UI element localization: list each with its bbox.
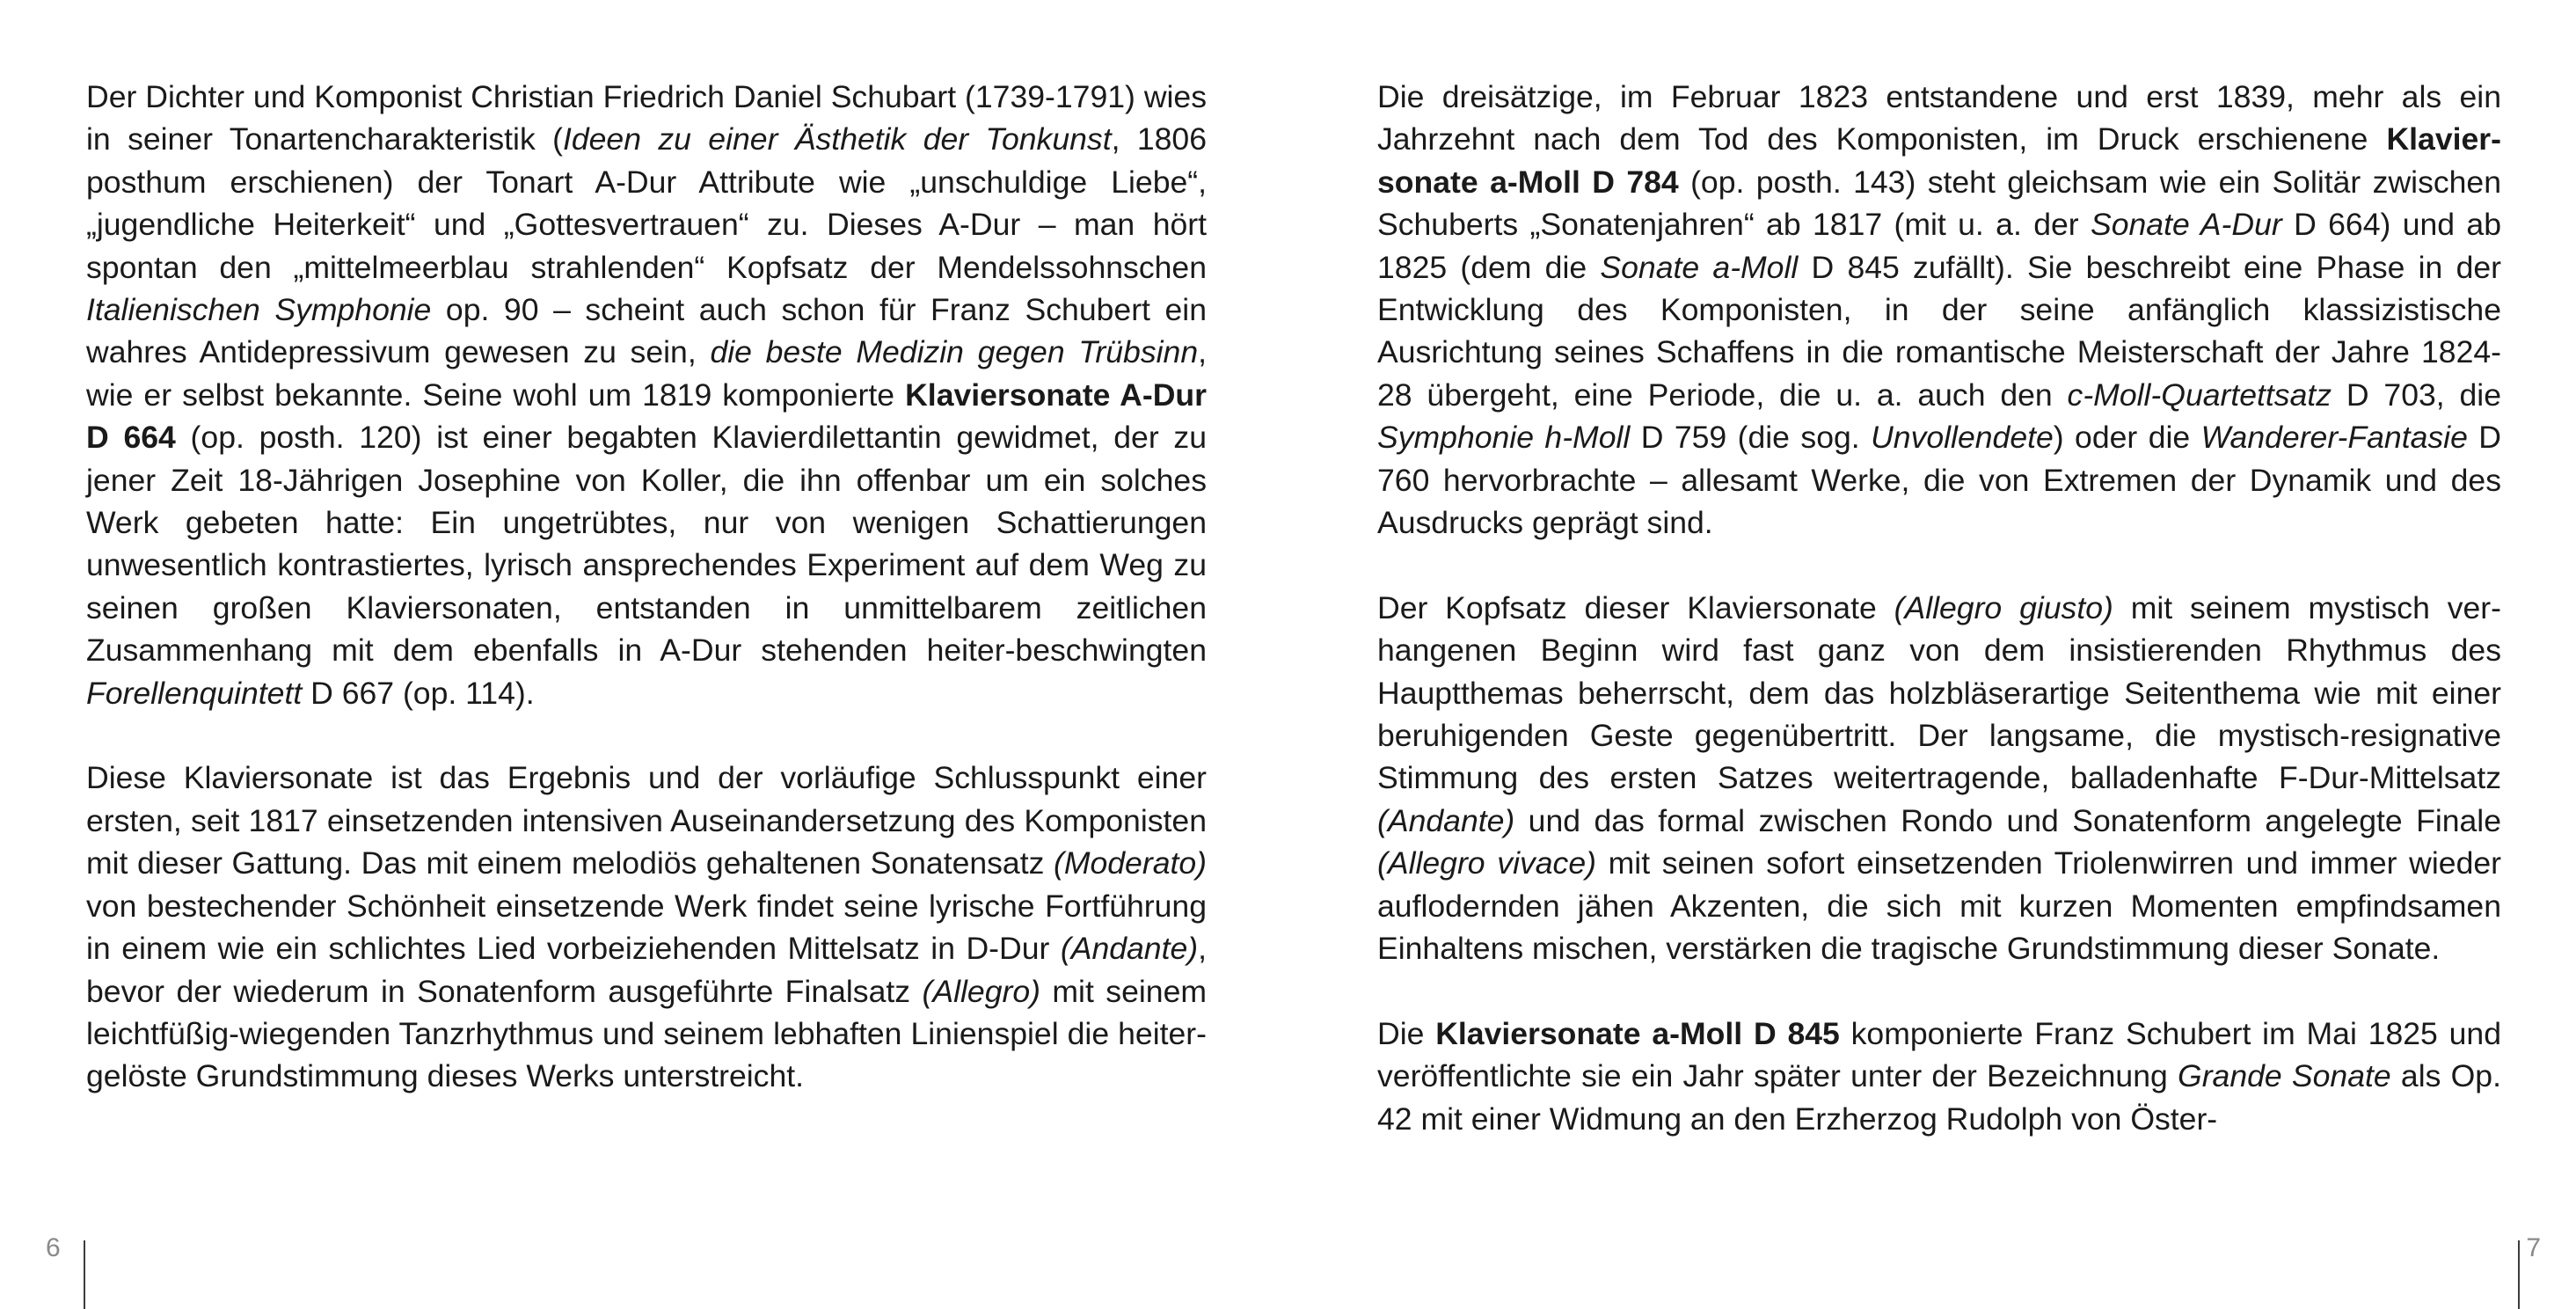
text-run: komponierte Franz Schubert im Mai 1825 und veröffentlichte sie ein Jahr später unter der Bezeichnung [1377,1015,2501,1094]
text-run: ) oder die [2053,420,2201,456]
text-run: Diese Klaviersonate ist das Ergebnis und der vorläufige Schlusspunkt einer ersten, seit 1817 einsetzenden intensiven Auseinandersetzung des Komponisten mit dieser Gattung. Das mit einem melodiös gehaltenen Sonatensatz [86,760,1207,881]
text-run: Die [1377,1015,1436,1051]
text-run: als Op. 42 mit einer Widmung an den Erzherzog Rudolph von Öster- [1377,1058,2501,1137]
paragraph [1377,1013,2501,1140]
text-run: Der Kopfsatz dieser Klaviersonate [1377,589,1894,625]
text-run: , wie er selbst bekannte. Seine wohl um 1819 komponierte [86,334,1207,413]
italic-run: (Andante) [1060,931,1199,967]
bold-run: Klaviersonate A-Dur D 664 [86,377,1207,456]
text-run: mit seinem leichtfüßig-wiegenden Tanzrhythmus und seinem lebhaften Linienspiel die heiter-gelöste Grundstimmung dieses Werks unterstreicht. [86,973,1207,1094]
italic-run: Sonate a-Moll [1600,249,1799,285]
text-run: , 1806 posthum erschienen) der Tonart A-Dur Attribute wie „unschuldige Liebe“, „jugendliche Heiterkeit“ und „Gottesvertrauen“ zu. Dieses A-Dur – man hört spontan den „mittelmeerblau strahlenden“ Kopfsatz der Mendelssohnschen [86,121,1207,285]
italic-run: (Allegro vivace) [1377,845,1596,881]
paragraph [86,76,1207,714]
text-run: , bevor der wiederum in Sonatenform ausgeführte Finalsatz [86,931,1207,1009]
text-run: Der Dichter und Komponist Christian Friedrich Daniel Schubart (1739-1791) wies in seiner Tonartencharakteristik ( [86,79,1207,157]
text-run: op. 90 – scheint auch schon für Franz Schubert ein wahres Antidepressivum gewesen zu sein, [86,292,1207,370]
italic-run: (Moderato) [1054,845,1207,881]
italic-run: die beste Medizin gegen Trübsinn [710,334,1199,370]
text-run: D 759 (die sog. [1630,420,1872,456]
right-page [1288,0,2576,1309]
italic-run: Grande Sonate [2178,1058,2391,1094]
italic-run: (Allegro giusto) [1894,589,2113,625]
text-run: D 760 hervorbrachte – allesamt Werke, die von Extremen der Dynamik und des Ausdrucks geprägt sind. [1377,420,2501,541]
text-run: D 845 zufällt). Sie beschreibt eine Phase in der Entwicklung des Komponisten, in der seine anfänglich klassizistische Ausrichtung seines Schaffens in die romantische Meisterschaft der Jahre 1824-28 übergeht, eine Periode, die u. a. auch den [1377,249,2501,413]
paragraph [1377,76,2501,544]
text-run: von bestechender Schönheit einsetzende Werk findet seine lyrische Fortführung in einem wie ein schlichtes Lied vorbeiziehenden Mittelsatz in D-Dur [86,888,1207,967]
italic-run: Symphonie h-Moll [1377,420,1631,456]
text-run: D 667 (op. 114). [302,675,535,711]
italic-run: (Allegro) [922,973,1040,1009]
italic-run: Sonate A-Dur [2091,207,2282,243]
text-run: (op. posth. 120) ist einer begabten Klavierdilettantin gewidmet, der zu jener Zeit 18-Jährigen Josephine von Koller, die ihn offenbar um ein solches Werk gebeten hatte: Ein ungetrübtes, nur von wenigen Schattierungen unwesentlich kontrastiertes, lyrisch ansprechendes Experiment auf dem Weg zu seinen großen Klaviersonaten, entstanden in unmittelbarem zeitlichen Zusammenhang mit dem ebenfalls in A-Dur stehenden heiter-beschwingten [86,420,1207,669]
italic-run: Ideen zu einer Ästhetik der Tonkunst [562,121,1112,157]
italic-run: c-Moll-Quartettsatz [2067,377,2332,413]
paragraph [86,757,1207,1097]
margin-rule [2518,1240,2520,1309]
text-run: D 703, die [2332,377,2501,413]
text-run: mit seinem mystisch verhangenen Beginn wird fast ganz von dem insistierenden Rhythmus des Hauptthemas beherrscht, dem das holzbläserartige Seitenthema wie mit einer beruhigenden Geste gegenübertritt. Der langsame, die mystisch-resignative Stimmung des ersten Satzes weitertragende, balladenhafte F-Dur-Mittelsatz [1377,589,2502,796]
page-number: 7 [2526,1233,2541,1262]
bold-run: Klaviersonate a-Moll D 784 [1377,121,2501,200]
right-text-column [1377,76,2501,1140]
text-run: D 664) und ab 1825 (dem die [1377,207,2502,285]
bold-run: Klaviersonate a-Moll D 845 [1435,1015,1840,1051]
text-run: (op. posth. 143) steht gleichsam wie ein Solitär zwischen Schuberts „Sonatenjahren“ ab 1817 (mit u. a. der [1377,164,2502,243]
text-run: mit seinen sofort einsetzenden Triolenwirren und immer wieder auflodernden jähen Akzenten, die sich mit kurzen Momenten empfindsamen Einhaltens mischen, verstärken die tragische Grundstimmung dieser Sonate. [1377,845,2501,967]
italic-run: Forellenquintett [86,675,303,711]
italic-run: (Andante) [1377,802,1515,838]
text-run: Die dreisätzige, im Februar 1823 entstandene und erst 1839, mehr als ein Jahrzehnt nach dem Tod des Komponisten, im Druck erschienene [1377,79,2501,157]
italic-run: Wanderer-Fantasie [2200,420,2468,456]
page-number: 6 [46,1233,61,1262]
paragraph [1377,587,2501,970]
left-text-column [86,76,1207,1098]
italic-run: Unvollendete [1871,420,2054,456]
italic-run: Italienischen Symphonie [86,292,432,328]
margin-rule [84,1240,85,1309]
text-run: und das formal zwischen Rondo und Sonatenform angelegte Finale [1514,802,2501,838]
